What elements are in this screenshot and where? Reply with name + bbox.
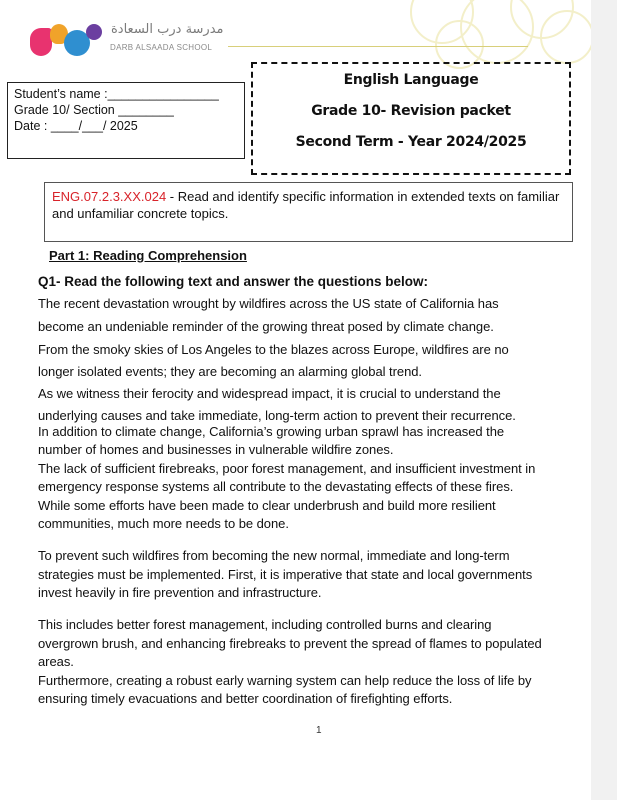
- page-number: 1: [316, 725, 322, 736]
- question-title: Q1- Read the following text and answer the questions below:: [38, 274, 429, 289]
- term-title: Second Term - Year 2024/2025: [295, 134, 527, 150]
- logo-mark-icon: [30, 22, 104, 58]
- packet-title: Grade 10- Revision packet: [311, 103, 511, 119]
- passage-line: In addition to climate change, California’s growing urban sprawl has increased the: [38, 424, 505, 439]
- passage-line: underlying causes and take immediate, long-term action to prevent their recurrence.: [38, 408, 516, 423]
- passage-line: strategies must be implemented. First, it is imperative that state and local governments: [38, 567, 533, 582]
- passage-line: areas.: [38, 654, 74, 669]
- school-name-arabic: مدرسة درب السعادة: [111, 22, 224, 37]
- passage-line: communities, much more needs to be done.: [38, 516, 289, 531]
- school-name-english: DARB ALSAADA SCHOOL: [110, 43, 213, 52]
- grade-section-line: Grade 10/ Section ________: [14, 103, 174, 117]
- header-divider: [228, 46, 528, 47]
- passage-line: Furthermore, creating a robust early warning system can help reduce the loss of life by: [38, 673, 532, 688]
- passage-line: ensuring timely evacuations and better coordination of firefighting efforts.: [38, 691, 453, 706]
- passage-line: From the smoky skies of Los Angeles to the blazes across Europe, wildfires are no: [38, 342, 509, 357]
- passage-line: The recent devastation wrought by wildfires across the US state of California has: [38, 296, 499, 311]
- passage-line: As we witness their ferocity and widespread impact, it is crucial to understand the: [38, 386, 501, 401]
- objective-text: - Read and identify specific information in extended texts on familiar and unfamiliar concrete topics.: [52, 189, 560, 221]
- passage-line: To prevent such wildfires from becoming the new normal, immediate and long-term: [38, 548, 510, 563]
- decorative-circles: [380, 0, 591, 70]
- passage-line: This includes better forest management, including controlled burns and clearing: [38, 617, 492, 632]
- passage-line: While some efforts have been made to clear underbrush and build more resilient: [38, 498, 496, 513]
- passage-line: overgrown brush, and enhancing firebreaks to prevent the spread of flames to populated: [38, 636, 542, 651]
- objective-code: ENG.07.2.3.XX.024: [52, 189, 167, 204]
- passage-line: invest heavily in fire prevention and infrastructure.: [38, 585, 322, 600]
- date-line: Date : ____/___/ 2025: [14, 119, 138, 133]
- learning-objective-box: [44, 182, 573, 242]
- passage-line: longer isolated events; they are becoming an alarming global trend.: [38, 364, 422, 379]
- passage-line: become an undeniable reminder of the growing threat posed by climate change.: [38, 319, 494, 334]
- student-info-box: [7, 82, 245, 159]
- subject-title: English Language: [343, 72, 479, 88]
- title-box: [251, 62, 571, 175]
- passage-line: number of homes and businesses in vulnerable wildfire zones.: [38, 442, 394, 457]
- passage-line: emergency response systems all contribute to the devastating effects of these fires.: [38, 479, 514, 494]
- passage-line: The lack of sufficient firebreaks, poor forest management, and insufficient investment in: [38, 461, 536, 476]
- student-name-line: Student’s name :________________: [14, 87, 219, 101]
- part-title: Part 1: Reading Comprehension: [49, 248, 247, 263]
- page-edge-strip: [591, 0, 617, 800]
